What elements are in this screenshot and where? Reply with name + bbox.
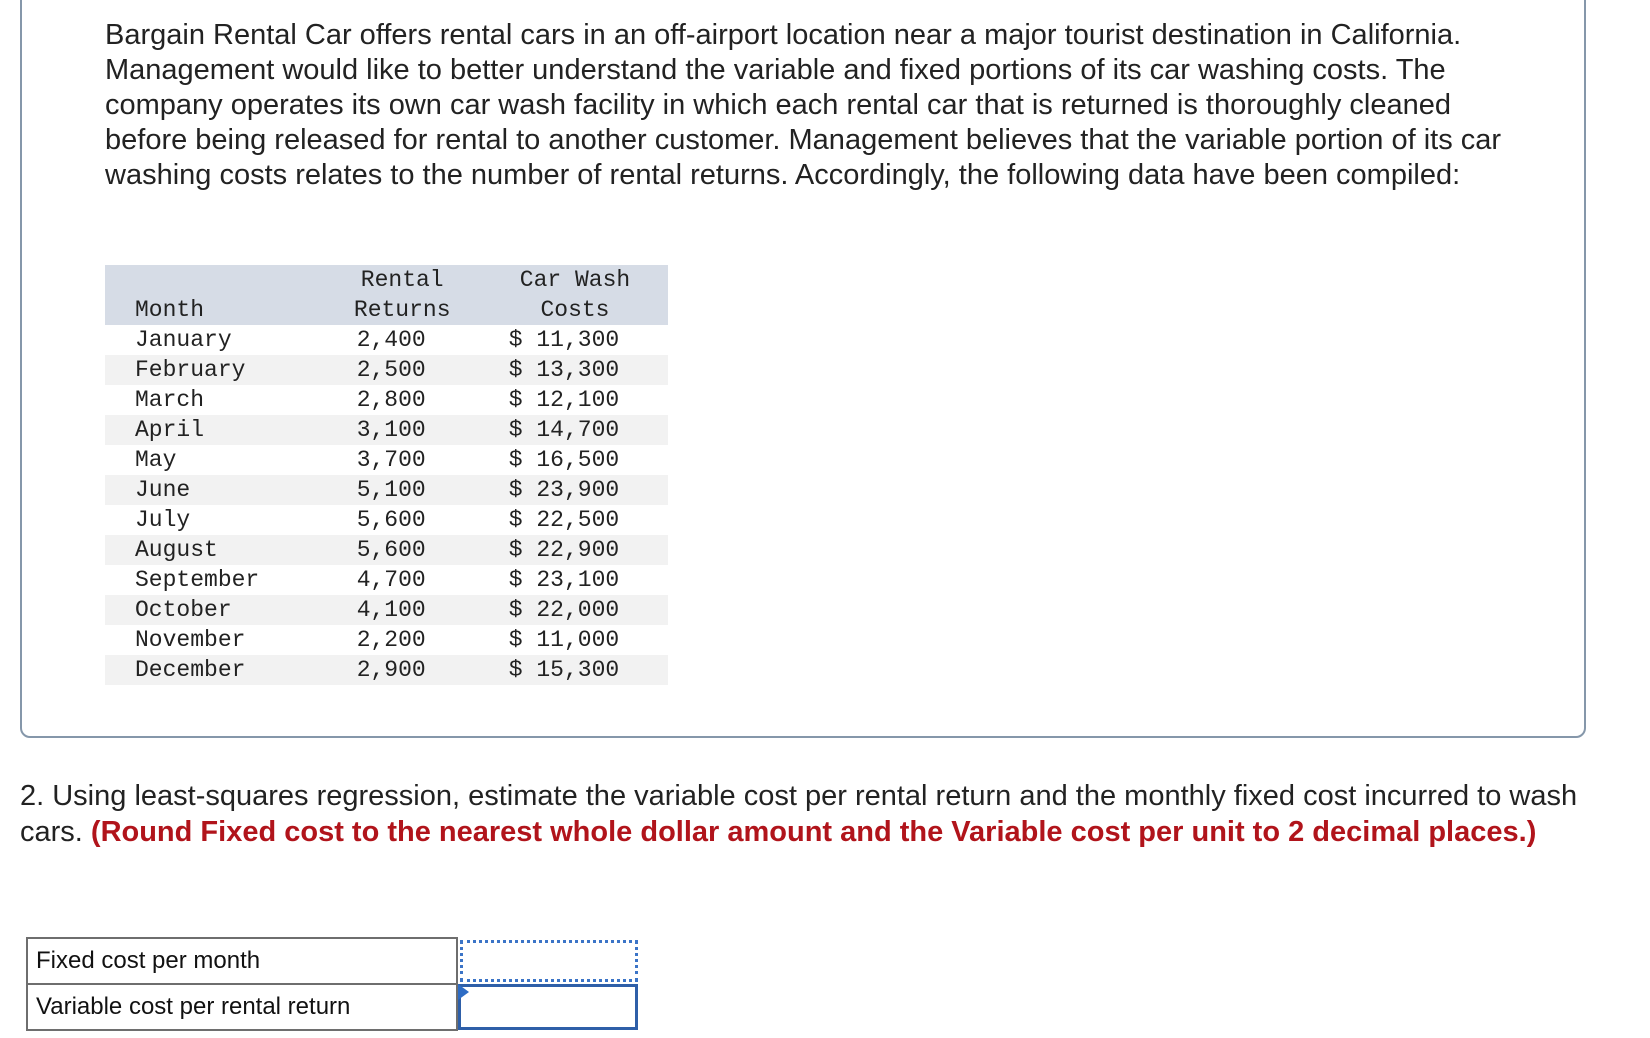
cost-cell: $ 22,500 [508, 507, 620, 533]
returns-cell: 2,200 [356, 627, 426, 653]
problem-intro: Bargain Rental Car offers rental cars in an off-airport location near a major tourist destination in California. Management would like to better understand the variable and fixed portions of its car washing costs. The company operates its own car wash facility in which each rental car that is returned is thoroughly cleaned before being released for rental to another customer. Management believes that the variable portion of its car washing costs relates to the number of rental returns. Accordingly, the following data have been compiled: [105, 19, 1502, 191]
returns-cell: 5,100 [322, 475, 482, 505]
month-cell: March [135, 387, 205, 413]
question-prompt: 2. Using least-squares regression, estimate the variable cost per rental return and the monthly fixed cost incurred to wash cars. [20, 780, 1578, 848]
table-row [105, 415, 668, 445]
month-cell: August [105, 535, 322, 565]
month-header-line1 [105, 265, 322, 295]
month-cell: October [105, 595, 322, 625]
variable-cost-label: Variable cost per rental return [27, 984, 457, 1030]
table-row [105, 625, 668, 655]
cost-cell: $ 12,100 [508, 387, 620, 413]
month-cell: June [105, 475, 322, 505]
question-text [20, 778, 1640, 850]
table-row [105, 505, 668, 535]
fixed-cost-label: Fixed cost per month [27, 938, 457, 984]
fixed-cost-cell [457, 938, 641, 984]
table-row [105, 475, 668, 505]
returns-cell: 4,100 [322, 595, 482, 625]
returns-header-line1: Rental [322, 265, 482, 295]
fixed-cost-input[interactable] [460, 940, 638, 982]
returns-cell: 2,400 [356, 327, 426, 353]
fixed-cost-row [27, 938, 641, 984]
header-row-2 [105, 295, 668, 325]
month-cell: April [105, 415, 322, 445]
month-cell: December [105, 655, 322, 685]
table-row [105, 655, 668, 685]
month-cell: May [135, 447, 177, 473]
rounding-instruction: (Round Fixed cost to the nearest whole dollar amount and the Variable cost per unit to 2 decimal places.) [90, 816, 1537, 848]
cost-cell: $ 14,700 [482, 415, 668, 445]
cost-cell: $ 15,300 [482, 655, 668, 685]
data-table [105, 265, 668, 685]
month-cell: September [135, 567, 260, 593]
cost-cell: $ 23,900 [482, 475, 668, 505]
table-row [105, 325, 668, 355]
returns-cell: 2,800 [356, 387, 426, 413]
table-row [105, 445, 668, 475]
month-cell: February [105, 355, 322, 385]
focus-marker-icon [458, 984, 469, 1000]
cost-cell: $ 11,300 [508, 327, 620, 353]
variable-cost-input[interactable] [458, 984, 638, 1030]
cost-cell: $ 22,900 [482, 535, 668, 565]
table-row [105, 385, 668, 415]
returns-cell: 2,900 [322, 655, 482, 685]
returns-header: Returns [322, 295, 482, 325]
table-row [105, 535, 668, 565]
month-header: Month [105, 295, 322, 325]
returns-cell: 5,600 [322, 535, 482, 565]
returns-cell: 3,100 [322, 415, 482, 445]
cost-cell: $ 23,100 [508, 567, 620, 593]
returns-cell: 2,500 [322, 355, 482, 385]
returns-cell: 3,700 [356, 447, 426, 473]
header-row-1 [105, 265, 668, 295]
month-cell: January [135, 327, 232, 353]
cost-cell: $ 11,000 [508, 627, 620, 653]
cost-cell: $ 22,000 [482, 595, 668, 625]
variable-cost-row [27, 984, 641, 1030]
costs-header: Costs [482, 295, 668, 325]
cost-cell: $ 13,300 [482, 355, 668, 385]
table-row [105, 595, 668, 625]
table-row [105, 565, 668, 595]
returns-cell: 5,600 [356, 507, 426, 533]
variable-cost-cell [457, 984, 641, 1030]
cost-cell: $ 16,500 [508, 447, 620, 473]
table-row [105, 355, 668, 385]
month-cell: November [135, 627, 246, 653]
costs-header-line1: Car Wash [482, 265, 668, 295]
answer-table [26, 937, 642, 1031]
month-cell: July [135, 507, 191, 533]
returns-cell: 4,700 [356, 567, 426, 593]
